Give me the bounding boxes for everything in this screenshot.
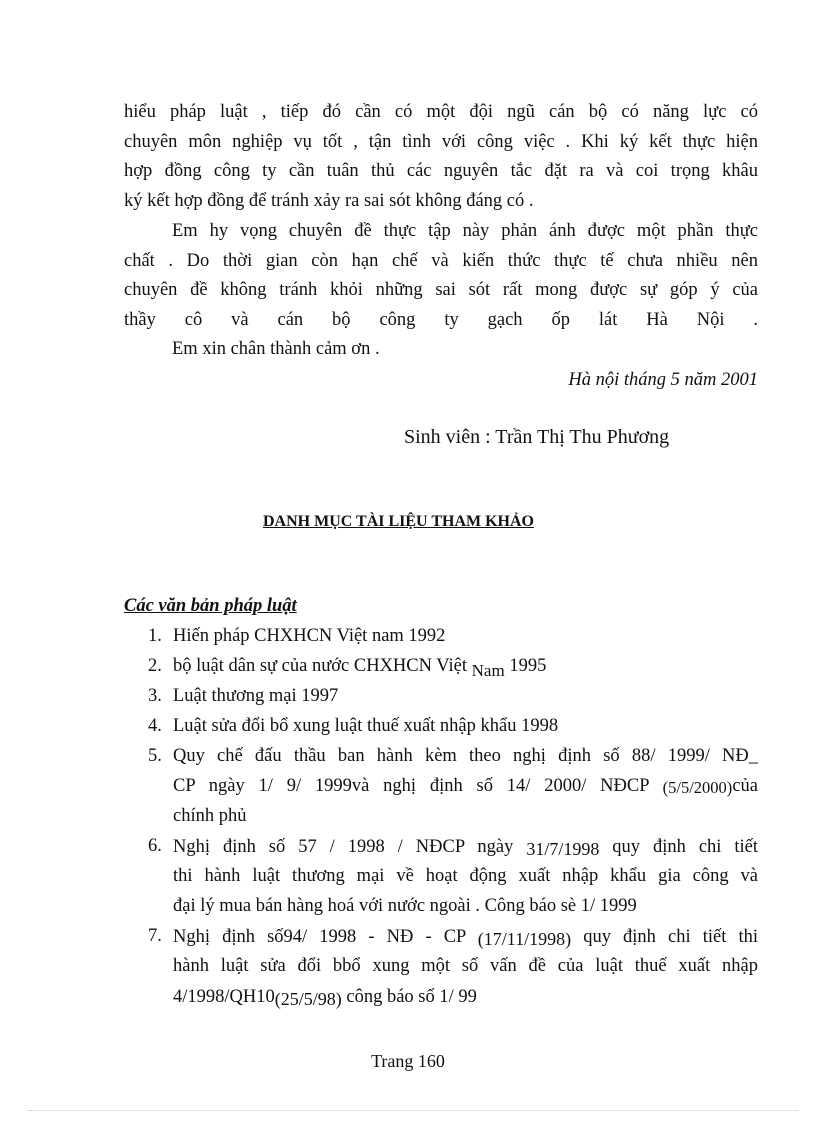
date-text: 31/7/1998 bbox=[526, 839, 600, 859]
text-line: ký kết hợp đồng để tránh xảy ra sai sót không đáng có . bbox=[124, 190, 534, 211]
text-line bbox=[173, 921, 758, 951]
date-text: (17/11/1998) bbox=[477, 929, 572, 949]
item-number: 2. bbox=[148, 656, 162, 676]
item-number: 3. bbox=[148, 686, 162, 706]
date-text: (25/5/98) bbox=[274, 989, 342, 1009]
text-segment: Nghị định số 57 / 1998 / NĐCP ngày bbox=[173, 837, 527, 857]
date-line: Hà nội tháng 5 năm 2001 bbox=[568, 370, 758, 390]
reference-item bbox=[124, 741, 758, 831]
signature-line: Sinh viên : Trần Thị Thu Phương bbox=[404, 426, 670, 448]
text-line: đại lý mua bán hàng hoá với nước ngoài . Công báo sè 1/ 1999 bbox=[173, 896, 637, 916]
subscript-text: Nam bbox=[471, 661, 505, 680]
footer-divider bbox=[28, 1110, 798, 1111]
text-segment: Nghị định số94/ 1998 - NĐ - CP bbox=[173, 927, 478, 947]
text-segment: 4/1998/QH10 bbox=[173, 987, 275, 1007]
text-segment: bộ luật dân sự của nước CHXHCN Việt bbox=[173, 656, 472, 676]
text-segment: quy định chi tiết bbox=[599, 837, 759, 857]
references-list bbox=[124, 621, 758, 1011]
text-line: Luật thương mại 1997 bbox=[173, 686, 339, 706]
text-line: chất . Do thời gian còn hạn chế và kiến thức thực tế chưa nhiều nên bbox=[124, 250, 758, 271]
text-line: thi hành luật thương mại về hoạt động xuất nhập khẩu gia công và bbox=[173, 866, 758, 886]
closing-paragraph-1 bbox=[124, 98, 758, 216]
reference-item bbox=[124, 831, 758, 921]
text-line: Hiến pháp CHXHCN Việt nam 1992 bbox=[173, 626, 446, 646]
reference-item bbox=[124, 921, 758, 1011]
text-line: chính phủ bbox=[173, 806, 247, 826]
reference-item bbox=[124, 651, 758, 681]
text-line: chuyên môn nghiệp vụ tốt , tận tình với công việc . Khi ký kết thực hiện bbox=[124, 131, 758, 152]
text-line: hành luật sửa đổi bbổ xung một số vấn đề của luật thuế xuất nhập bbox=[173, 956, 758, 976]
text-line bbox=[173, 771, 758, 801]
text-segment: 1995 bbox=[504, 656, 547, 676]
text-line: hiểu pháp luật , tiếp đó cần có một đội ngũ cán bộ có năng lực có bbox=[124, 102, 758, 122]
page-number: Trang 160 bbox=[371, 1051, 445, 1071]
item-number: 1. bbox=[148, 626, 162, 646]
text-line: Em hy vọng chuyên đề thực tập này phản ánh được một phần thực bbox=[172, 221, 758, 241]
reference-item bbox=[124, 711, 758, 741]
item-number: 7. bbox=[148, 926, 162, 946]
text-line: Quy chế đấu thầu ban hành kèm theo nghị định số 88/ 1999/ NĐ_ bbox=[173, 746, 758, 766]
text-line: Luật sửa đổi bổ xung luật thuế xuất nhập khẩu 1998 bbox=[173, 716, 559, 736]
text-segment: của bbox=[732, 776, 758, 796]
item-number: 5. bbox=[148, 746, 162, 766]
thanks-line: Em xin chân thành cảm ơn . bbox=[172, 339, 380, 359]
references-title: DANH MỤC TÀI LIỆU THAM KHẢO bbox=[263, 513, 534, 530]
text-segment: CP ngày 1/ 9/ 1999và nghị định số 14/ 2000/ NĐCP bbox=[173, 776, 663, 796]
text-line: chuyên đề không tránh khỏi những sai sót rất mong được sự góp ý của bbox=[124, 280, 758, 300]
reference-item bbox=[124, 621, 758, 651]
item-number: 6. bbox=[148, 836, 162, 856]
reference-item bbox=[124, 681, 758, 711]
text-segment: quy định chi tiết thi bbox=[571, 927, 758, 947]
text-segment: công báo số 1/ 99 bbox=[341, 987, 477, 1007]
date-text: (5/5/2000) bbox=[662, 778, 733, 797]
text-line: hợp đồng công ty cần tuân thủ các nguyên tắc đặt ra và coi trọng khâu bbox=[124, 161, 758, 181]
text-line bbox=[173, 981, 758, 1011]
item-number: 4. bbox=[148, 716, 162, 736]
text-line bbox=[173, 651, 758, 681]
text-line bbox=[173, 831, 758, 861]
references-section-title: Các văn bản pháp luật bbox=[124, 596, 297, 616]
closing-paragraph-2 bbox=[124, 217, 758, 365]
text-line: thầy cô và cán bộ công ty gạch ốp lát Hà Nội . bbox=[124, 309, 758, 330]
